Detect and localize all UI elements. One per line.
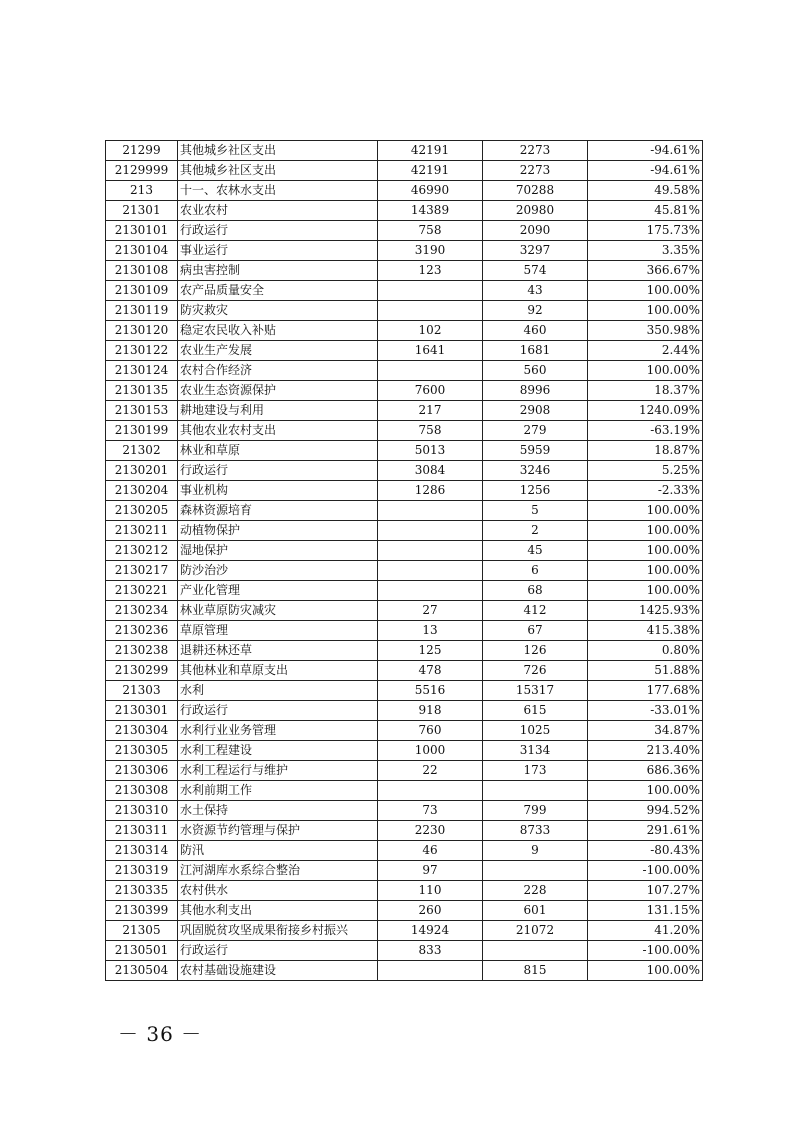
row-value-2020 xyxy=(483,861,588,881)
row-name: 林业草原防灾减灾 xyxy=(178,601,378,621)
table-row xyxy=(106,261,703,281)
row-value-2019: 13 xyxy=(378,621,483,641)
row-code: 2130399 xyxy=(106,901,178,921)
table-row xyxy=(106,581,703,601)
row-value-2020: 20980 xyxy=(483,201,588,221)
row-value-2020: 460 xyxy=(483,321,588,341)
row-value-2020: 6 xyxy=(483,561,588,581)
row-value-2019: 42191 xyxy=(378,161,483,181)
table-row xyxy=(106,321,703,341)
row-value-2019: 7600 xyxy=(378,381,483,401)
row-name: 其他林业和草原支出 xyxy=(178,661,378,681)
row-name: 农村合作经济 xyxy=(178,361,378,381)
row-value-2019 xyxy=(378,301,483,321)
row-name: 农业农村 xyxy=(178,201,378,221)
row-value-2019: 1000 xyxy=(378,741,483,761)
row-value-2020: 2273 xyxy=(483,161,588,181)
row-value-2019: 2230 xyxy=(378,821,483,841)
row-value-2019 xyxy=(378,361,483,381)
row-code: 21303 xyxy=(106,681,178,701)
row-name: 水利工程运行与维护 xyxy=(178,761,378,781)
row-code: 2130204 xyxy=(106,481,178,501)
row-value-2019: 918 xyxy=(378,701,483,721)
row-name: 农业生态资源保护 xyxy=(178,381,378,401)
row-change-percent: -94.61% xyxy=(588,141,703,161)
row-code: 21305 xyxy=(106,921,178,941)
row-code: 2130101 xyxy=(106,221,178,241)
row-name: 巩固脱贫攻坚成果衔接乡村振兴 xyxy=(178,921,378,941)
row-name: 江河湖库水系综合整治 xyxy=(178,861,378,881)
row-code: 2130238 xyxy=(106,641,178,661)
row-code: 2130504 xyxy=(106,961,178,981)
row-value-2020: 15317 xyxy=(483,681,588,701)
row-value-2019: 5516 xyxy=(378,681,483,701)
row-code: 2130335 xyxy=(106,881,178,901)
row-value-2019 xyxy=(378,561,483,581)
table-row xyxy=(106,781,703,801)
row-code: 2130104 xyxy=(106,241,178,261)
row-value-2019: 14924 xyxy=(378,921,483,941)
table-row xyxy=(106,201,703,221)
row-value-2020: 799 xyxy=(483,801,588,821)
row-change-percent: 107.27% xyxy=(588,881,703,901)
row-change-percent: 100.00% xyxy=(588,501,703,521)
row-name: 行政运行 xyxy=(178,221,378,241)
row-value-2019: 260 xyxy=(378,901,483,921)
row-change-percent: 1425.93% xyxy=(588,601,703,621)
table-row xyxy=(106,721,703,741)
row-code: 2130236 xyxy=(106,621,178,641)
row-value-2019 xyxy=(378,961,483,981)
row-name: 草原管理 xyxy=(178,621,378,641)
row-name: 事业机构 xyxy=(178,481,378,501)
row-value-2019: 102 xyxy=(378,321,483,341)
row-value-2019 xyxy=(378,581,483,601)
row-change-percent: 100.00% xyxy=(588,361,703,381)
row-code: 213 xyxy=(106,181,178,201)
row-value-2019: 5013 xyxy=(378,441,483,461)
row-value-2019 xyxy=(378,281,483,301)
table-row xyxy=(106,181,703,201)
row-code: 2130109 xyxy=(106,281,178,301)
table-row xyxy=(106,241,703,261)
row-code: 2130299 xyxy=(106,661,178,681)
row-change-percent: 1240.09% xyxy=(588,401,703,421)
row-name: 水利行业业务管理 xyxy=(178,721,378,741)
row-change-percent: 100.00% xyxy=(588,581,703,601)
table-row xyxy=(106,561,703,581)
row-value-2020: 412 xyxy=(483,601,588,621)
row-code: 2130234 xyxy=(106,601,178,621)
table-row xyxy=(106,641,703,661)
row-name: 其他农业农村支出 xyxy=(178,421,378,441)
row-value-2019: 833 xyxy=(378,941,483,961)
row-name: 退耕还林还草 xyxy=(178,641,378,661)
row-value-2019: 73 xyxy=(378,801,483,821)
row-change-percent: -100.00% xyxy=(588,941,703,961)
table-row xyxy=(106,461,703,481)
row-change-percent: 5.25% xyxy=(588,461,703,481)
table-row xyxy=(106,541,703,561)
row-name: 农村基础设施建设 xyxy=(178,961,378,981)
table-row xyxy=(106,521,703,541)
row-value-2019 xyxy=(378,501,483,521)
row-name: 防汛 xyxy=(178,841,378,861)
row-name: 其他城乡社区支出 xyxy=(178,141,378,161)
row-code: 21299 xyxy=(106,141,178,161)
row-name: 行政运行 xyxy=(178,701,378,721)
row-value-2020 xyxy=(483,941,588,961)
row-value-2019: 110 xyxy=(378,881,483,901)
row-code: 2130217 xyxy=(106,561,178,581)
row-value-2020: 5959 xyxy=(483,441,588,461)
row-value-2020: 279 xyxy=(483,421,588,441)
row-value-2020: 8996 xyxy=(483,381,588,401)
row-name: 农业生产发展 xyxy=(178,341,378,361)
table-row xyxy=(106,921,703,941)
row-value-2020: 92 xyxy=(483,301,588,321)
table-row xyxy=(106,361,703,381)
table-row xyxy=(106,141,703,161)
row-code: 2130119 xyxy=(106,301,178,321)
row-code: 2130211 xyxy=(106,521,178,541)
row-name: 水利前期工作 xyxy=(178,781,378,801)
row-code: 2130501 xyxy=(106,941,178,961)
row-code: 2130108 xyxy=(106,261,178,281)
row-name: 其他水利支出 xyxy=(178,901,378,921)
table-row xyxy=(106,381,703,401)
row-name: 产业化管理 xyxy=(178,581,378,601)
row-value-2020: 3246 xyxy=(483,461,588,481)
row-change-percent: 100.00% xyxy=(588,301,703,321)
table-row xyxy=(106,481,703,501)
row-value-2020: 3297 xyxy=(483,241,588,261)
row-change-percent: 100.00% xyxy=(588,281,703,301)
budget-table-body xyxy=(106,141,703,981)
budget-table xyxy=(105,140,703,981)
row-code: 2130319 xyxy=(106,861,178,881)
row-value-2020: 70288 xyxy=(483,181,588,201)
row-change-percent: 100.00% xyxy=(588,521,703,541)
row-value-2019: 125 xyxy=(378,641,483,661)
row-value-2019: 3190 xyxy=(378,241,483,261)
row-change-percent: 100.00% xyxy=(588,561,703,581)
row-value-2020: 1025 xyxy=(483,721,588,741)
row-value-2020: 5 xyxy=(483,501,588,521)
row-change-percent: 3.35% xyxy=(588,241,703,261)
row-code: 2130135 xyxy=(106,381,178,401)
row-code: 2130205 xyxy=(106,501,178,521)
row-code: 2129999 xyxy=(106,161,178,181)
row-value-2019: 27 xyxy=(378,601,483,621)
table-row xyxy=(106,281,703,301)
row-name: 其他城乡社区支出 xyxy=(178,161,378,181)
row-code: 2130201 xyxy=(106,461,178,481)
row-name: 行政运行 xyxy=(178,941,378,961)
row-value-2020: 1256 xyxy=(483,481,588,501)
row-change-percent: 2.44% xyxy=(588,341,703,361)
table-row xyxy=(106,821,703,841)
row-code: 2130120 xyxy=(106,321,178,341)
row-value-2019: 758 xyxy=(378,421,483,441)
table-row xyxy=(106,301,703,321)
table-row xyxy=(106,601,703,621)
row-code: 2130310 xyxy=(106,801,178,821)
row-value-2020: 815 xyxy=(483,961,588,981)
row-code: 21302 xyxy=(106,441,178,461)
row-code: 2130301 xyxy=(106,701,178,721)
row-change-percent: 686.36% xyxy=(588,761,703,781)
row-change-percent: -100.00% xyxy=(588,861,703,881)
row-name: 森林资源培育 xyxy=(178,501,378,521)
table-row xyxy=(106,341,703,361)
table-row xyxy=(106,841,703,861)
row-code: 2130314 xyxy=(106,841,178,861)
table-row xyxy=(106,441,703,461)
row-value-2019: 42191 xyxy=(378,141,483,161)
row-change-percent: 100.00% xyxy=(588,961,703,981)
row-value-2020: 8733 xyxy=(483,821,588,841)
row-value-2020: 173 xyxy=(483,761,588,781)
row-name: 农村供水 xyxy=(178,881,378,901)
row-value-2020: 126 xyxy=(483,641,588,661)
table-row xyxy=(106,701,703,721)
row-code: 2130304 xyxy=(106,721,178,741)
row-value-2019: 46990 xyxy=(378,181,483,201)
row-value-2020: 2 xyxy=(483,521,588,541)
row-name: 防沙治沙 xyxy=(178,561,378,581)
table-row xyxy=(106,941,703,961)
row-name: 水利 xyxy=(178,681,378,701)
table-row xyxy=(106,501,703,521)
row-value-2020: 228 xyxy=(483,881,588,901)
row-change-percent: 415.38% xyxy=(588,621,703,641)
table-row xyxy=(106,681,703,701)
row-code: 2130221 xyxy=(106,581,178,601)
row-code: 2130124 xyxy=(106,361,178,381)
table-row xyxy=(106,161,703,181)
row-value-2019: 760 xyxy=(378,721,483,741)
row-name: 耕地建设与利用 xyxy=(178,401,378,421)
row-code: 2130311 xyxy=(106,821,178,841)
row-value-2020: 574 xyxy=(483,261,588,281)
row-code: 2130308 xyxy=(106,781,178,801)
table-row xyxy=(106,401,703,421)
row-value-2019: 478 xyxy=(378,661,483,681)
table-row xyxy=(106,881,703,901)
row-change-percent: 175.73% xyxy=(588,221,703,241)
row-name: 十一、农林水支出 xyxy=(178,181,378,201)
row-value-2020: 2273 xyxy=(483,141,588,161)
row-value-2020: 68 xyxy=(483,581,588,601)
row-change-percent: 51.88% xyxy=(588,661,703,681)
row-value-2020: 9 xyxy=(483,841,588,861)
row-value-2019: 46 xyxy=(378,841,483,861)
row-change-percent: 213.40% xyxy=(588,741,703,761)
row-code: 2130306 xyxy=(106,761,178,781)
row-value-2019: 123 xyxy=(378,261,483,281)
table-row xyxy=(106,661,703,681)
row-value-2019: 217 xyxy=(378,401,483,421)
row-change-percent: 45.81% xyxy=(588,201,703,221)
row-value-2020: 2908 xyxy=(483,401,588,421)
row-value-2019: 22 xyxy=(378,761,483,781)
row-change-percent: -33.01% xyxy=(588,701,703,721)
row-change-percent: 0.80% xyxy=(588,641,703,661)
row-change-percent: 366.67% xyxy=(588,261,703,281)
row-change-percent: 49.58% xyxy=(588,181,703,201)
row-value-2019 xyxy=(378,521,483,541)
row-value-2020: 615 xyxy=(483,701,588,721)
row-value-2019: 14389 xyxy=(378,201,483,221)
table-row xyxy=(106,761,703,781)
row-name: 行政运行 xyxy=(178,461,378,481)
row-code: 2130153 xyxy=(106,401,178,421)
row-change-percent: 41.20% xyxy=(588,921,703,941)
row-value-2020: 43 xyxy=(483,281,588,301)
table-row xyxy=(106,421,703,441)
row-name: 事业运行 xyxy=(178,241,378,261)
row-code: 2130212 xyxy=(106,541,178,561)
row-code: 2130199 xyxy=(106,421,178,441)
row-name: 稳定农民收入补贴 xyxy=(178,321,378,341)
row-change-percent: 131.15% xyxy=(588,901,703,921)
row-change-percent: 291.61% xyxy=(588,821,703,841)
row-change-percent: 18.87% xyxy=(588,441,703,461)
row-change-percent: 350.98% xyxy=(588,321,703,341)
table-row xyxy=(106,961,703,981)
row-value-2019: 1641 xyxy=(378,341,483,361)
row-value-2020 xyxy=(483,781,588,801)
row-value-2020: 601 xyxy=(483,901,588,921)
row-change-percent: -80.43% xyxy=(588,841,703,861)
row-value-2019: 3084 xyxy=(378,461,483,481)
table-row xyxy=(106,801,703,821)
row-code: 2130122 xyxy=(106,341,178,361)
row-value-2019: 758 xyxy=(378,221,483,241)
row-value-2020: 21072 xyxy=(483,921,588,941)
row-value-2020: 3134 xyxy=(483,741,588,761)
table-row xyxy=(106,621,703,641)
table-row xyxy=(106,861,703,881)
row-change-percent: 100.00% xyxy=(588,781,703,801)
row-change-percent: -2.33% xyxy=(588,481,703,501)
row-change-percent: -94.61% xyxy=(588,161,703,181)
row-name: 水资源节约管理与保护 xyxy=(178,821,378,841)
row-name: 水利工程建设 xyxy=(178,741,378,761)
row-code: 21301 xyxy=(106,201,178,221)
row-code: 2130305 xyxy=(106,741,178,761)
row-name: 动植物保护 xyxy=(178,521,378,541)
row-value-2019: 1286 xyxy=(378,481,483,501)
row-value-2020: 560 xyxy=(483,361,588,381)
row-value-2020: 2090 xyxy=(483,221,588,241)
table-row xyxy=(106,221,703,241)
row-name: 农产品质量安全 xyxy=(178,281,378,301)
row-change-percent: 100.00% xyxy=(588,541,703,561)
row-name: 林业和草原 xyxy=(178,441,378,461)
row-value-2020: 67 xyxy=(483,621,588,641)
row-name: 湿地保护 xyxy=(178,541,378,561)
row-change-percent: -63.19% xyxy=(588,421,703,441)
row-name: 防灾救灾 xyxy=(178,301,378,321)
row-change-percent: 18.37% xyxy=(588,381,703,401)
row-value-2019: 97 xyxy=(378,861,483,881)
row-value-2020: 45 xyxy=(483,541,588,561)
row-name: 病虫害控制 xyxy=(178,261,378,281)
row-change-percent: 34.87% xyxy=(588,721,703,741)
row-name: 水土保持 xyxy=(178,801,378,821)
row-value-2019 xyxy=(378,781,483,801)
row-value-2019 xyxy=(378,541,483,561)
row-value-2020: 726 xyxy=(483,661,588,681)
page-number: － 36 － xyxy=(118,1022,203,1046)
row-change-percent: 994.52% xyxy=(588,801,703,821)
table-row xyxy=(106,901,703,921)
table-row xyxy=(106,741,703,761)
row-change-percent: 177.68% xyxy=(588,681,703,701)
row-value-2020: 1681 xyxy=(483,341,588,361)
